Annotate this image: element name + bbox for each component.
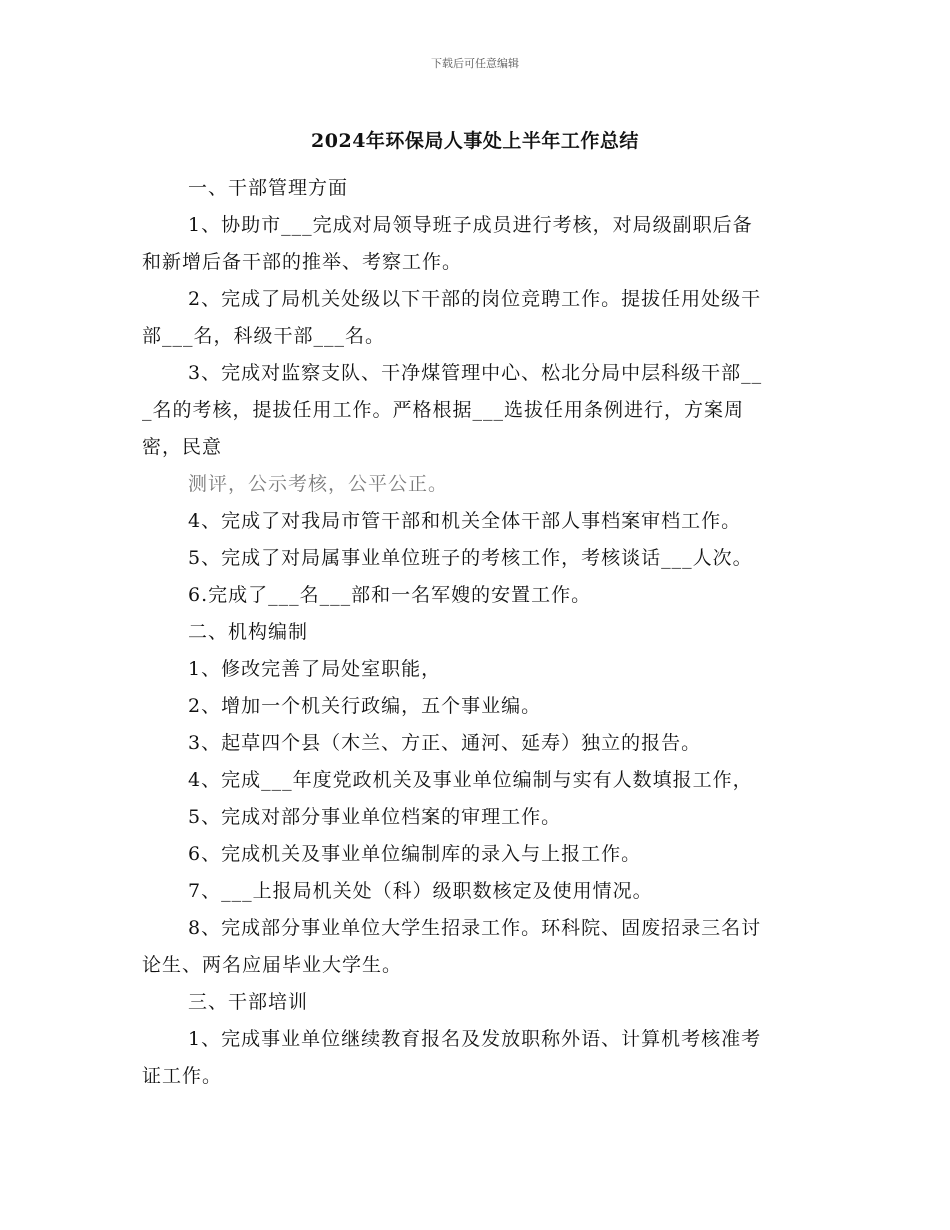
paragraph-line: 论生、两名应届毕业大学生。 (142, 954, 403, 976)
paragraph-line: _名的考核，提拔任用工作。严格根据___选拔任用条例进行，方案周 (142, 399, 745, 421)
paragraph-line: 4、完成了对我局市管干部和机关全体干部人事档案审档工作。 (188, 510, 742, 532)
paragraph-line: 2、增加一个机关行政编，五个事业编。 (188, 695, 542, 717)
paragraph-line: 证工作。 (142, 1065, 223, 1087)
paragraph-line: 5、完成对部分事业单位档案的审理工作。 (188, 806, 562, 828)
paragraph-line: 1、修改完善了局处室职能， (188, 658, 442, 680)
paragraph-line: 1、完成事业单位继续教育报名及发放职称外语、计算机考核准考 (188, 1028, 762, 1050)
document-title: 2024年环保局人事处上半年工作总结 (311, 130, 639, 152)
paragraph-line: 2、完成了局机关处级以下干部的岗位竞聘工作。提拔任用处级干 (188, 288, 762, 310)
paragraph-line-gray: 测评，公示考核，公平公正。 (188, 473, 449, 495)
header-note: 下载后可任意编辑 (431, 57, 519, 70)
paragraph-line: 部___名，科级干部___名。 (142, 325, 386, 347)
paragraph-line: 3、完成对监察支队、干净煤管理中心、松北分局中层科级干部__ (188, 362, 763, 384)
paragraph-line: 3、起草四个县（木兰、方正、通河、延寿）独立的报告。 (188, 732, 702, 754)
document-body (142, 170, 812, 1095)
paragraph-line: 1、协助市___完成对局领导班子成员进行考核，对局级副职后备 (188, 214, 753, 236)
paragraph-line: 密，民意 (142, 436, 223, 458)
paragraph-line: 8、完成部分事业单位大学生招录工作。环科院、固废招录三名讨 (188, 917, 762, 939)
paragraph-line: 5、完成了对局属事业单位班子的考核工作，考核谈话___人次。 (188, 547, 753, 569)
paragraph-line: 和新增后备干部的推举、考察工作。 (142, 251, 463, 273)
paragraph-line: 7、___上报局机关处（科）级职数核定及使用情况。 (188, 880, 653, 902)
paragraph-line: 4、完成___年度党政机关及事业单位编制与实有人数填报工作， (188, 769, 753, 791)
section-heading-organization: 二、机构编制 (188, 621, 309, 643)
section-heading-cadre-management: 一、干部管理方面 (188, 177, 349, 199)
paragraph-line: 6、完成机关及事业单位编制库的录入与上报工作。 (188, 843, 642, 865)
paragraph-line: 6.完成了___名___部和一名军嫂的安置工作。 (188, 584, 592, 606)
section-heading-training: 三、干部培训 (188, 991, 309, 1013)
